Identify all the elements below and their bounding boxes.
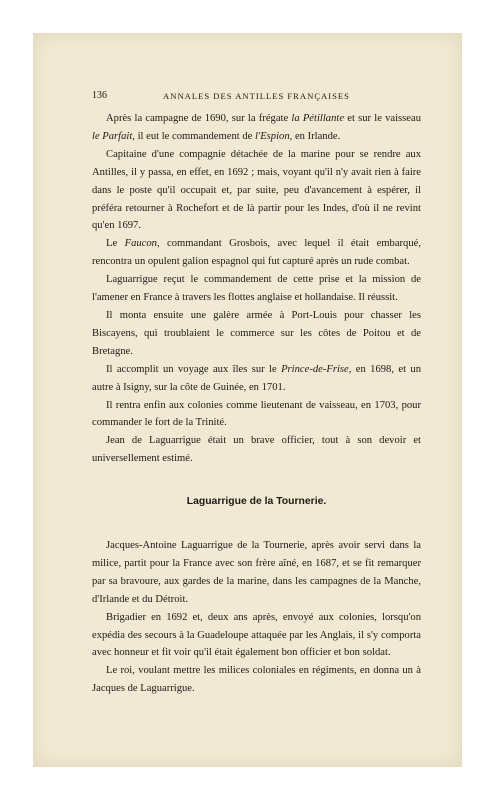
paragraph — [92, 146, 421, 236]
italic-text: Faucon, — [124, 238, 160, 250]
paragraph — [92, 307, 421, 361]
paragraph — [92, 271, 421, 307]
text-run: Il monta ensuite une galère armée à Port-Louis pour chasser les Biscayens, qui troublaient le commerce sur les côtes de Poitou et de Bretagne. — [92, 309, 421, 357]
italic-text: Prince-de-Frise, — [281, 363, 352, 375]
italic-text: l'Espion, — [255, 130, 293, 142]
paragraph — [92, 235, 421, 271]
running-title: ANNALES DES ANTILLES FRANÇAISES — [163, 91, 350, 101]
text-run: Il accomplit un voyage aux îles sur le — [106, 363, 282, 375]
book-page — [33, 33, 462, 767]
paragraph — [92, 361, 421, 397]
text-block-2 — [92, 537, 421, 698]
text-run: commandant Grosbois, avec lequel il était embarqué, rencontra un opulent galion espagnol qui fut capturé après un rude combat. — [92, 238, 421, 268]
paragraph — [92, 110, 421, 146]
text-run: Laguarrigue reçut le commandement de cette prise et la mission de l'amener en France à travers les flottes anglaise et hollandaise. Il réussit. — [92, 274, 421, 304]
text-run: Brigadier en 1692 et, deux ans après, envoyé aux colonies, lorsqu'on expédia des secours à la Guadeloupe attaquée par les Anglais, il s'y comporta avec honneur et fit voir qu'il était également bon officier et bon soldat. — [92, 611, 421, 659]
paragraph — [92, 432, 421, 468]
italic-text: la Pétillante — [291, 113, 345, 124]
paragraph — [92, 609, 421, 663]
text-run: Il rentra enfin aux colonies comme lieutenant de vaisseau, en 1703, pour commander le fort de la Trinité. — [92, 399, 421, 429]
text-run: Jacques-Antoine Laguarrigue de la Tournerie, après avoir servi dans la milice, partit pour la France avec son frère aîné, en 1687, et se fit remarquer par sa bravoure, aux gardes de la marine, dans les campagnes de la Manche, d'Irlande et du Détroit. — [92, 540, 421, 605]
page-number: 136 — [92, 90, 107, 101]
text-run: et sur le vaisseau — [344, 113, 421, 124]
text-run: Le roi, voulant mettre les milices coloniales en régiments, en donna un à Jacques de Laguarrigue. — [92, 665, 421, 695]
section-title: Laguarrigue de la Tournerie. — [186, 496, 327, 508]
text-block-1 — [92, 110, 421, 468]
page-body — [92, 110, 421, 698]
paragraph — [92, 537, 421, 609]
text-run: Le — [106, 238, 125, 250]
text-run: en Irlande. — [292, 130, 341, 142]
text-run: Jean de Laguarrigue était un brave officier, tout à son devoir et universellement estimé. — [92, 435, 421, 465]
text-run: Après la campagne de 1690, sur la frégate — [106, 113, 292, 124]
text-run: il eut le commandement de — [134, 130, 255, 142]
text-run: en 1698, et un autre à Isigny, sur la côte de Guinée, en 1701. — [92, 363, 421, 393]
text-run: Capitaine d'une compagnie détachée de la marine pour se rendre aux Antilles, il y passa, en effet, en 1692 ; mais, voyant qu'il n'y avait rien à faire dans le poste qu'il occupait et, par suite, peu d'avancement à espérer, il préféra retourner à Rochefort et de là partir pour les Indes, d'où il ne revint qu'en 1697. — [92, 148, 421, 232]
italic-text: le Parfait, — [92, 130, 135, 142]
paragraph — [92, 662, 421, 698]
paragraph — [92, 397, 421, 433]
